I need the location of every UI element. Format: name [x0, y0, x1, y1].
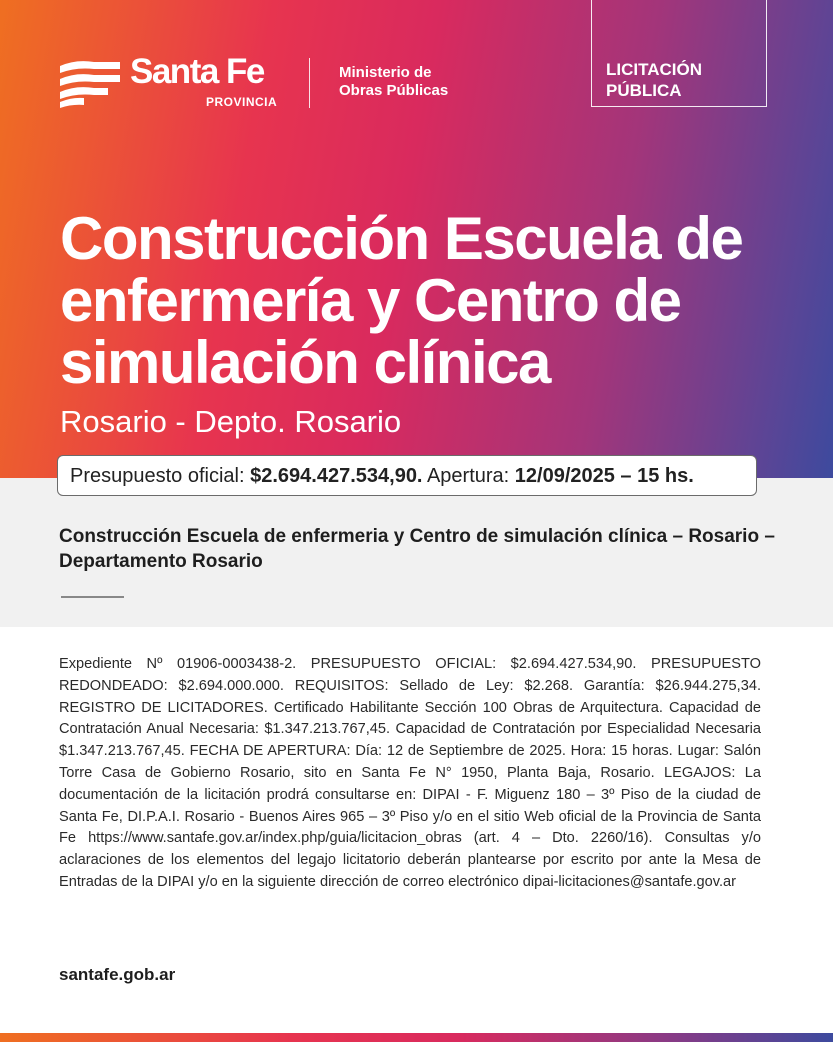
santa-fe-logo-icon	[58, 58, 122, 108]
hero-banner	[0, 0, 833, 478]
location-label: Rosario - Depto. Rosario	[60, 404, 402, 439]
header-divider	[309, 58, 310, 108]
divider-rule	[61, 596, 124, 598]
ministry-line-2: Obras Públicas	[339, 82, 449, 99]
badge-line-1: LICITACIÓN	[606, 60, 703, 79]
ministry-line-1: Ministerio de	[339, 64, 432, 81]
budget-label: Presupuesto oficial:	[70, 465, 251, 487]
brand-subtitle: PROVINCIA	[206, 95, 278, 109]
tender-badge	[591, 0, 767, 107]
page-title: Construcción Escuela de enfermería y Centro de simulación clínica	[60, 205, 743, 396]
body-paragraph: Expediente Nº 01906-0003438-2. PRESUPUESTO OFICIAL: $2.694.427.534,90. PRESUPUESTO REDONDEADO: $2.694.000.000. REQUISITOS: Sellado de Ley: $2.268. Garantía: $26.944.275,34. REGISTRO DE LICITADORES. Certificado Habilitante Sección 100 Obras de Arquitectura. Capacidad de Contratación Anual Necesaria: $1.347.213.767,45. Capacidad de Contratación por Especialidad Necesaria $1.347.213.767,45. FECHA DE APERTURA: Día: 12 de Septiembre de 2025. Hora: 15 horas. Lugar: Salón Torre Casa de Gobierno Rosario, sito en Santa Fe N° 1950, Planta Baja, Rosario. LEGAJOS: La documentación de la licitación prodrá consultarse en: DIPAI - F. Miguenz 180 – 3º Piso de la ciudad de Santa Fe, DI.P.A.I. Rosario - Buenos Aires 965 – 3º Piso y/o en el sitio Web oficial de la Provincia de Santa Fe https://www.santafe.gov.ar/index.php/guia/licitacion_obras (art. 4 – Dto. 2260/16). Consultas y/o aclaraciones de los elementos del legajo licitatorio deberán plantearse por escrito por ante la Mesa de Entradas de la DIPAI y/o en la siguiente dirección de correo electrónico dipai-licitaciones@santafe.gov.ar	[59, 656, 761, 890]
brand-name: Santa Fe	[130, 52, 264, 91]
footer-website-link[interactable]: santafe.gob.ar	[59, 965, 176, 984]
opening-value: 12/09/2025 – 15 hs.	[514, 465, 694, 487]
budget-box	[57, 455, 757, 496]
tender-badge-label	[606, 59, 756, 101]
ministry-name	[339, 64, 479, 100]
budget-amount: $2.694.427.534,90.	[250, 465, 423, 487]
footer-gradient-bar	[0, 1033, 833, 1042]
badge-line-2: PÚBLICA	[606, 81, 682, 100]
opening-label: Apertura:	[422, 465, 515, 487]
section-subtitle: Construcción Escuela de enfermeria y Centro de simulación clínica – Rosario – Departamento Rosario	[59, 526, 775, 572]
